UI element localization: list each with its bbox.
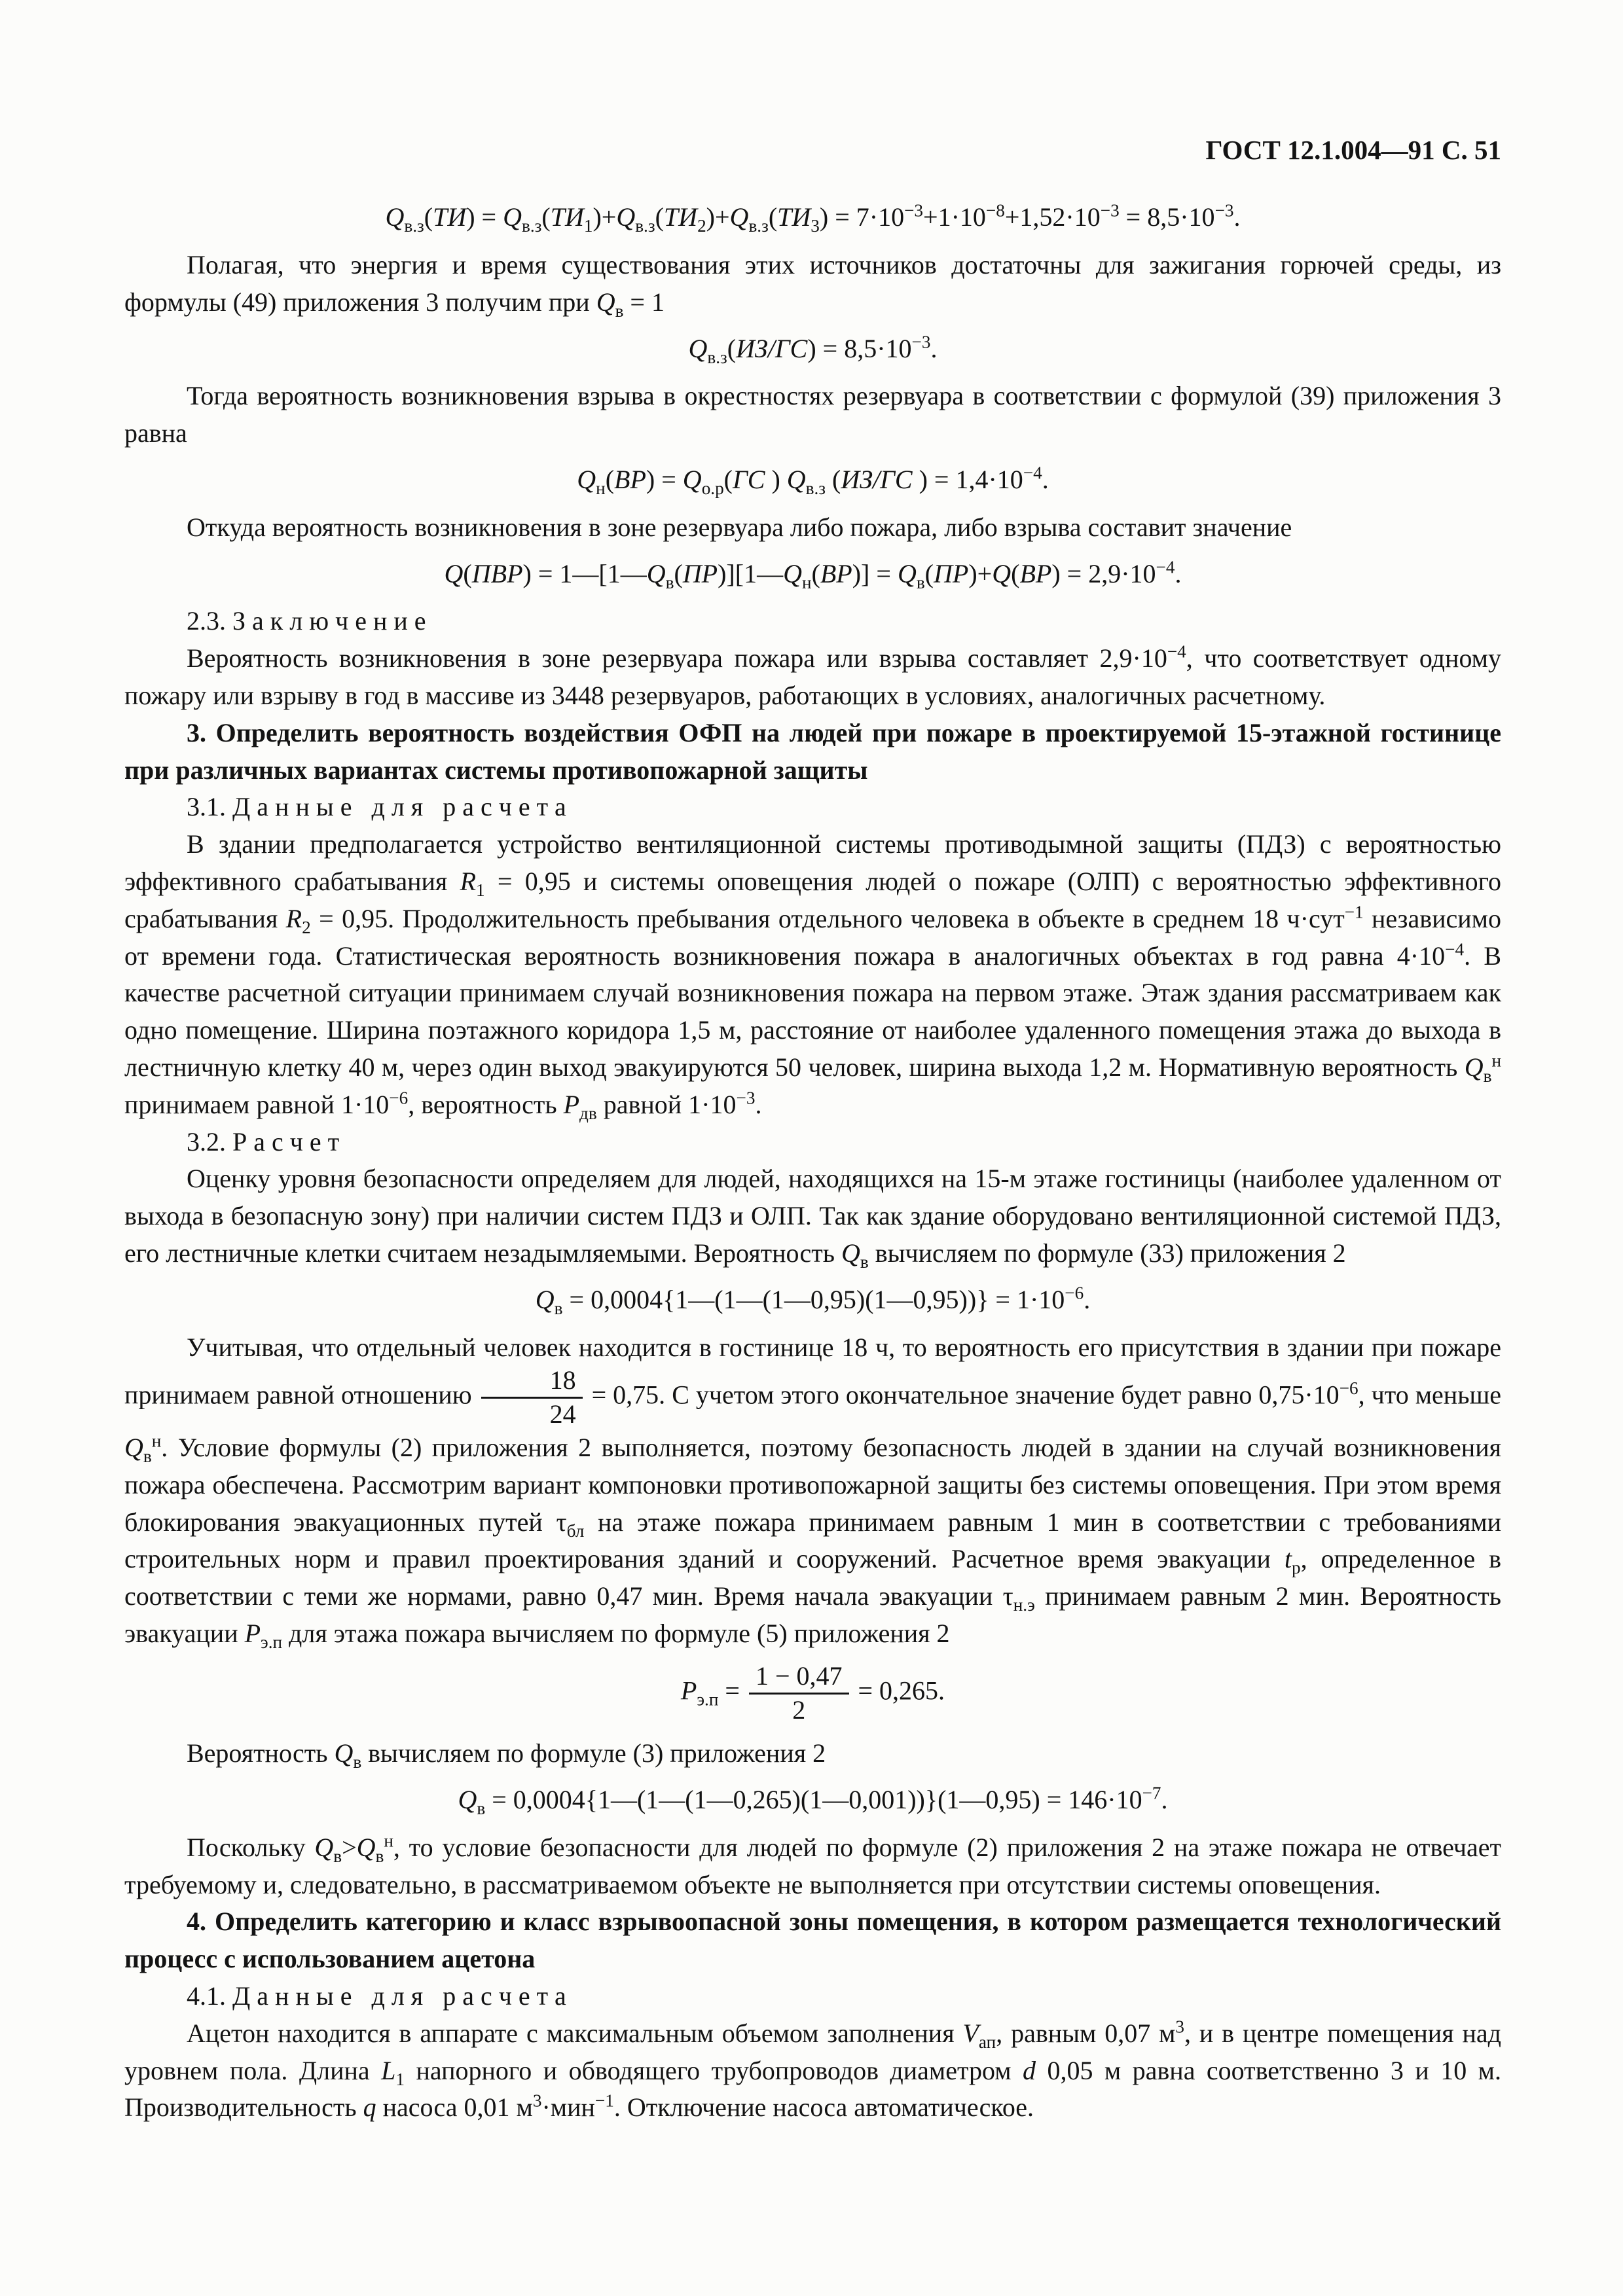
section-3-2-calculation: 3.2. Р а с ч е т (187, 1126, 340, 1157)
formula-qn-vr: $Q_н(ВР) = Q_{о.р}(ГС$ ) $Q_{в.з}$ (ИЗ/ГС ) = $1,4\cdot 10^{-4}$. (577, 463, 1049, 498)
page-header (124, 131, 1501, 169)
para-fire-or-explosion-intro: Откуда вероятность возникновения в зоне резервуара либо пожара, либо взрыва составит значение (187, 512, 1292, 542)
heading-task-3: 3. Определить вероятность воздействия ОФП на людей при пожаре в проектируемой 15-этажной гостинице при различных вариантах системы противопожарной защиты (124, 717, 1501, 785)
para-explosion-probability-intro: Тогда вероятность возникновения взрыва в окрестностях резервуара в соответствии с формулой (39) приложения 3 равна (124, 381, 1501, 448)
heading-task-4: 4. Определить категорию и класс взрывоопасной зоны помещения, в котором размещается технологический процесс с использованием ацетона (124, 1907, 1501, 1974)
para-qv-exceeds-norm: Поскольку $Q_в>Q_в^н$, то условие безопасности для людей по формуле (2) приложения 2 на этаже пожара не отвечает требуемому и, следовательно, в рассматриваемом объекте не выполняется при отсутствии системы оповещения. (124, 1831, 1501, 1899)
para-ignition-energy: Полагая, что энергия и время существования этих источников достаточны для зажигания горючей среды, из формулы (49) приложения 3 получим при $Q_в = 1$ (124, 250, 1501, 321)
para-conclusion-body: Вероятность возникновения в зоне резервуара пожара или взрыва составляет $2,9\cdot 10^{-4}$, что соответствует одному пожару или взрыву в год в массиве из 3448 резервуаров, работающих в условиях, аналогичных расчетному. (124, 641, 1501, 710)
formula-pep-fraction: $Р_{э.п}$ = $\frac{1 - 0,47}{2}$ = 0,265. (680, 1660, 945, 1725)
doc-title: ГОСТ 12.1.004—91 С. 51 (1205, 135, 1501, 165)
formula-qvz-ti-sum: $Q_{в.з}(ТИ) = Q_{в.з}(ТИ_1)+Q_{в.з}(ТИ_2)+Q_{в.з}(ТИ_3) = 7\cdot 10^{-3}+1\cdot 10^{-8}+1,52\cdot 10^{-3} = 8,5\cdot 10^{-3}$. (385, 200, 1241, 236)
formula-q-pvr: $Q(ПВР) = 1—[1—Q_в(ПР)][1—Q_н(ВР)] = Q_в(ПР)+Q(ВР) = 2,9\cdot 10^{-4}$. (444, 557, 1182, 592)
formula-qv-33: $Q_в$ = 0,0004{1—(1—(1—0,95)(1—0,95))} = $1\cdot 10^{-6}$. (535, 1283, 1091, 1318)
para-4-1-body: Ацетон находится в аппарате с максимальным объемом заполнения $V_{ап}$, равным 0,07 $м^3$, и в центре помещения над уровнем пола. Длина $L_1$ напорного и обводящего трубопроводов диаметром d 0,05 м равна соответственно 3 и 10 м. Производительность q насоса 0,01 $м^3\cdot мин^{-1}$. Отключение насоса автоматическое. (124, 2017, 1502, 2123)
section-3-1-data: 3.1. Д а н н ы е д л я р а с ч е т а (187, 792, 566, 822)
section-4-1-data: 4.1. Д а н н ы е д л я р а с ч е т а (187, 1981, 566, 2011)
document-content (124, 199, 1501, 2126)
para-qv-formula-3-intro: Вероятность $Q_в$ вычисляем по формуле (3) приложения 2 (187, 1738, 826, 1772)
para-3-1-body: В здании предполагается устройство вентиляционной системы противодымной защиты (ПДЗ) с вероятностью эффективного срабатывания $R_1 = 0,95$ и системы оповещения людей о пожаре (ОЛП) с вероятностью эффективного срабатывания $R_2 = 0,95$. Продолжительность пребывания отдельного человека в объекте в среднем 18 ч·сут$^{-1}$ независимо от времени года. Статистическая вероятность возникновения пожара в аналогичных объектах в год равна $4\cdot 10^{-4}$. В качестве расчетной ситуации принимаем случай возникновения пожара на первом этаже. Этаж здания рассматриваем как одно помещение. Ширина поэтажного коридора 1,5 м, расстояние от наиболее удаленного помещения этажа до выхода в лестничную клетку 40 м, через один выход эвакуируются 50 человек, ширина выхода 1,2 м. Нормативную вероятность $Q_в^н$ принимаем равной $1\cdot 10^{-6}$, вероятность $Р_{дв}$ равной $1\cdot 10^{-3}$. (124, 829, 1501, 1123)
para-3-2-intro: Оценку уровня безопасности определяем для людей, находящихся на 15-м этаже гостиницы (наиболее удаленном от выхода в безопасную зону) при наличии систем ПДЗ и ОЛП. Так как здание оборудовано вентиляционной системой ПДЗ, его лестничные клетки считаем незадымляемыми. Вероятность $Q_в$ вычисляем по формуле (33) приложения 2 (124, 1164, 1501, 1272)
para-presence-probability: Учитывая, что отдельный человек находится в гостинице 18 ч, то вероятность его присутствия в здании при пожаре принимаем равной отношению $\frac{18}{24}$ = 0,75. С учетом этого окончательное значение будет равно $0,75\cdot 10^{-6}$, что меньше $Q_в^н$. Условие формулы (2) приложения 2 выполняется, поэтому безопасность людей в здании на случай возникновения пожара обеспечена. Рассмотрим вариант компоновки противопожарной защиты без системы оповещения. При этом время блокирования эвакуационных путей $\tau_{бл}$ на этаже пожара принимаем равным 1 мин в соответствии с требованиями строительных норм и правил проектирования зданий и сооружений. Расчетное время эвакуации $t_р$, определенное в соответствии с теми же нормами, равно 0,47 мин. Время начала эвакуации $\tau_{н.э}$ принимаем равным 2 мин. Вероятность эвакуации $Р_{э.п}$ для этажа пожара вычисляем по формуле (5) приложения 2 (124, 1332, 1501, 1652)
section-2-3-conclusion: 2.3. З а к л ю ч е н и е (187, 606, 426, 636)
formula-qv-3: $Q_в$ = 0,0004{1—(1—(1—0,265)(1—0,001))}(1—0,95) = $146\cdot 10^{-7}$. (458, 1783, 1168, 1819)
formula-qvz-iz-gs: $Q_{в.з}(ИЗ/ГС) = 8,5\cdot 10^{-3}$. (688, 332, 938, 367)
